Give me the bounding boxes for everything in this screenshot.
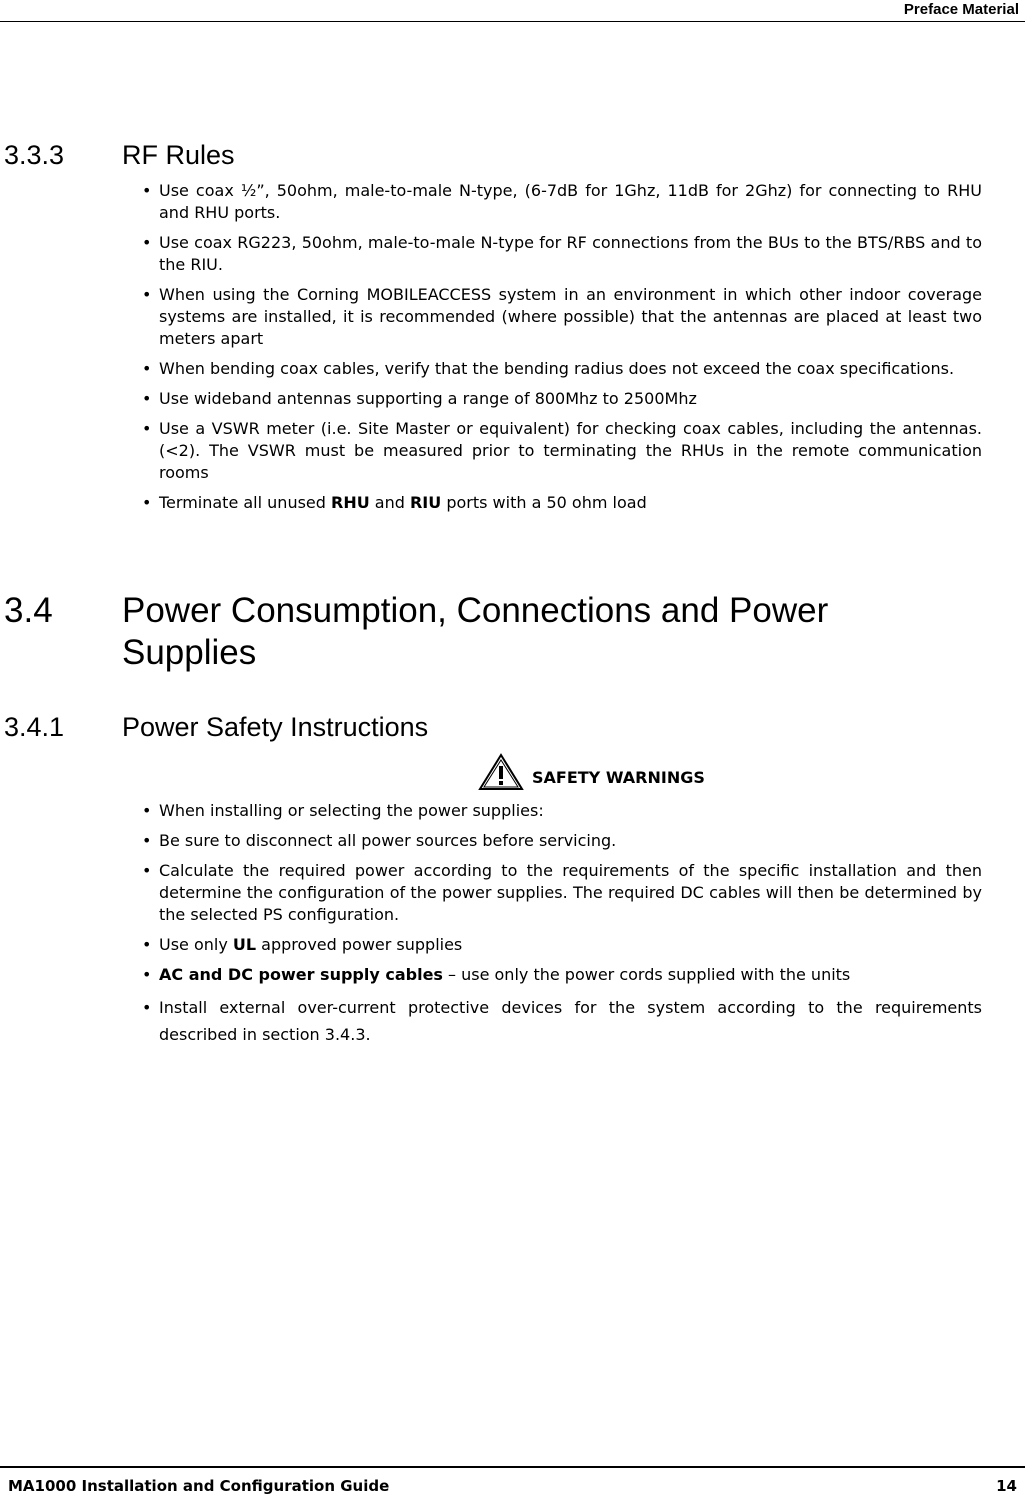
list-item: [142, 388, 982, 410]
list-item: [142, 358, 982, 380]
bullet-icon: •: [142, 233, 152, 252]
bullet-icon: •: [142, 419, 152, 438]
bullet-icon: •: [142, 831, 152, 850]
section-number: 3.3.3: [4, 140, 65, 170]
cables-term: AC and DC power supply cables: [159, 965, 443, 984]
list-item: [142, 492, 982, 514]
list-item-text: Use coax ½”, 50ohm, male-to-male N-type, (6-7dB for 1Ghz, 11dB for 2Ghz) for connecting to RHU and RHU ports.: [159, 181, 982, 222]
bullet-icon: •: [142, 285, 152, 304]
page-header: [0, 0, 1025, 22]
list-item-text: When using the Corning MOBILEACCESS system in an environment in which other indoor coverage systems are installed, it is recommended (where possible) that the antennas are placed at least two meters apart: [159, 285, 982, 348]
bullet-icon: •: [142, 389, 152, 408]
rf-rules-list: [142, 180, 982, 522]
list-item-text: Use coax RG223, 50ohm, male-to-male N-type for RF connections from the BUs to the BTS/RBS and to the RIU.: [159, 233, 982, 274]
list-item: [142, 418, 982, 484]
list-item-text: Calculate the required power according to the requirements of the specific installation and then determine the configuration of the power supplies. The required DC cables will then be determined by the selected PS configuration.: [159, 861, 982, 924]
list-item: [142, 964, 982, 986]
bullet-icon: •: [142, 998, 152, 1017]
safety-list: [142, 800, 982, 1056]
rhu-term: RHU: [331, 493, 370, 512]
list-item-text: – use only the power cords supplied with the units: [442, 965, 851, 984]
bullet-icon: •: [142, 965, 152, 984]
bullet-icon: •: [142, 861, 152, 880]
bullet-icon: •: [142, 935, 152, 954]
list-item: [142, 860, 982, 926]
bullet-icon: •: [142, 359, 152, 378]
section-heading-3-4: [4, 590, 984, 680]
bullet-icon: •: [142, 801, 152, 820]
section-number: 3.4: [4, 591, 53, 630]
list-item-text: Terminate all unused: [159, 493, 331, 512]
list-item-text: Be sure to disconnect all power sources before servicing.: [159, 831, 617, 850]
list-item-text: When bending coax cables, verify that the bending radius does not exceed the coax specifications.: [159, 359, 955, 378]
list-item-text: and: [369, 493, 410, 512]
list-item: [142, 934, 982, 956]
page-number: 14: [996, 1477, 1017, 1495]
list-item: [142, 830, 982, 852]
list-item-text: Use only: [159, 935, 233, 954]
riu-term: RIU: [409, 493, 442, 512]
section-heading-3-3-3: [4, 140, 904, 172]
list-item-text: Use a VSWR meter (i.e. Site Master or equivalent) for checking coax cables, including the antennas. (<2). The VSWR must be measured prior to terminating the RHUs in the remote communication rooms: [159, 419, 982, 482]
list-item-text: approved power supplies: [256, 935, 463, 954]
list-item: [142, 284, 982, 350]
list-item: [142, 232, 982, 276]
list-item: [142, 180, 982, 224]
section-heading-3-4-1: [4, 712, 904, 744]
header-title: Preface Material: [903, 1, 1019, 18]
footer-title: MA1000 Installation and Configuration Guide: [8, 1477, 390, 1495]
section-title: Power Consumption, Connections and Power Supplies: [122, 591, 829, 672]
ul-term: UL: [232, 935, 257, 954]
list-item-text: ports with a 50 ohm load: [441, 493, 647, 512]
list-item-text: Use wideband antennas supporting a range of 800Mhz to 2500Mhz: [159, 389, 697, 408]
page-footer: [0, 1466, 1025, 1499]
list-item: [142, 994, 982, 1048]
section-number: 3.4.1: [4, 712, 65, 742]
bullet-icon: •: [142, 493, 152, 512]
section-title: Power Safety Instructions: [122, 712, 429, 742]
bullet-icon: •: [142, 181, 152, 200]
safety-warnings-banner: [478, 752, 778, 792]
section-title: RF Rules: [122, 140, 235, 170]
list-item-text: When installing or selecting the power supplies:: [159, 801, 544, 820]
list-item: [142, 800, 982, 822]
list-item-text: Install external over-current protective devices for the system according to the requirements described in section 3.4.3.: [159, 998, 982, 1044]
warning-triangle-icon: [478, 752, 524, 792]
safety-warnings-label: SAFETY WARNINGS: [532, 768, 705, 787]
